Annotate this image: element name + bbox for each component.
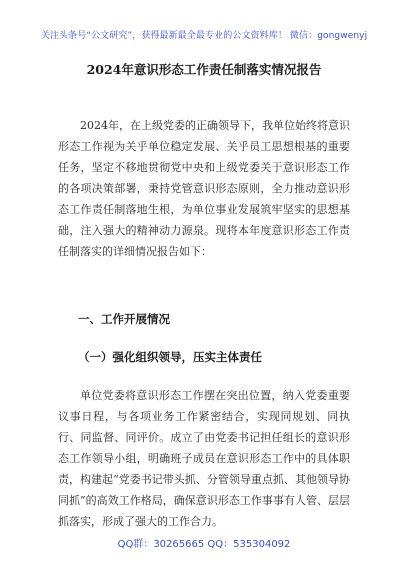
document-title: 2024年意识形态工作责任制落实情况报告	[86, 62, 322, 77]
intro-paragraph: 2024年，在上级党委的正确领导下，我单位始终将意识形态工作视为关乎单位稳定发展、关乎员工思想根基的重要任务，坚定不移地贯彻党中央和上级党委关于意识形态工作的各项决策部署，秉持党管意识形态原则，全力推动意识形态工作责任制落地生根，为单位事业发展筑牢坚实的思想基础，注入强大的精神动力源泉。现将本年度意识形态工作责任制落实的详细情况报告如下：	[58, 119, 350, 258]
body-paragraph: 单位党委将意识形态工作摆在突出位置，纳入党委重要议事日程，与各项业务工作紧密结合，实现同规划、同执行、同监督、同评价。成立了由党委书记担任组长的意识形态工作领导小组，明确班子成员在意识形态工作中的具体职责，构建起“党委书记带头抓、分管领导重点抓、其他领导协同抓”的高效工作格局，确保意识形态工作事事有人管、层层抓落实，形成了强大的工作合力。	[58, 389, 350, 528]
header-promo-note: 关注头条号“公文研究”，获得最新最全最专业的公文资料库！ 微信：gongwenyj	[40, 31, 368, 41]
subsection-heading: （一）强化组织领导，压实主体责任	[78, 350, 262, 364]
footer-contact-note: QQ群：30265665 QQ：535304092	[117, 539, 291, 550]
section-heading: 一、工作开展情况	[78, 312, 170, 326]
